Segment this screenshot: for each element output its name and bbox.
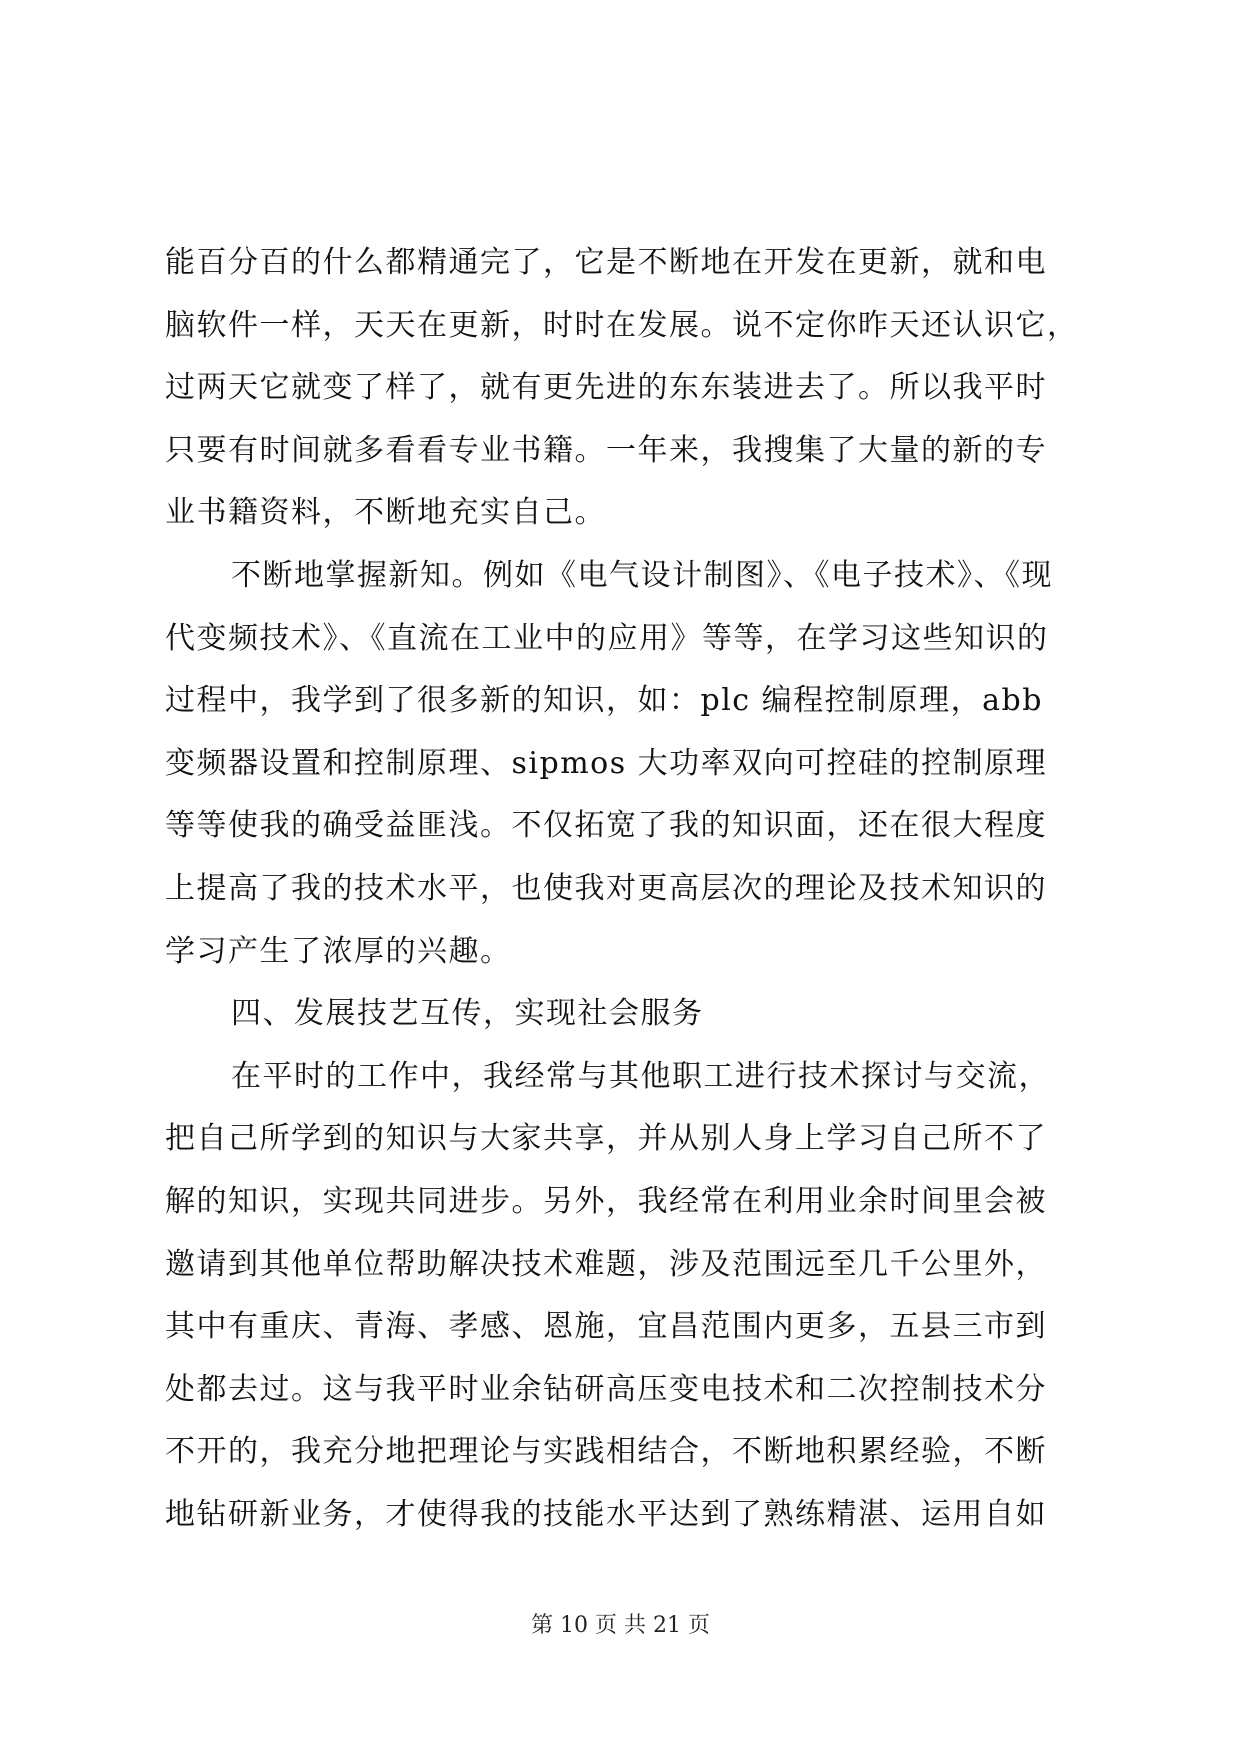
text-line: 学习产生了浓厚的兴趣。 [165, 933, 512, 969]
text-line: 能百分百的什么都精通完了，它是不断地在开发在更新，就和电 [165, 245, 1047, 280]
text-line: 过两天它就变了样了，就有更先进的东东装进去了。所以我平时 [165, 370, 1047, 406]
text-line: 邀请到其他单位帮助解决技术难题，涉及范围远至几千公里外， [165, 1246, 1047, 1282]
text-line: 过程中，我学到了很多新的知识，如：plc 编程控制原理，abb [165, 683, 1043, 719]
text-line: 不断地掌握新知。例如《电气设计制图》、《电子技术》、《现 [231, 557, 1053, 593]
text-line: 上提高了我的技术水平，也使我对更高层次的理论及技术知识的 [165, 870, 1047, 906]
page-footer: 第 10 页 共 21 页 [531, 1613, 710, 1638]
text-line: 处都去过。这与我平时业余钻研高压变电技术和二次控制技术分 [165, 1371, 1047, 1407]
body-text [165, 232, 1085, 1546]
text-line: 变频器设置和控制原理、sipmos 大功率双向可控硅的控制原理 [165, 745, 1048, 781]
text-line: 解的知识，实现共同进步。另外，我经常在利用业余时间里会被 [165, 1183, 1047, 1219]
text-line: 只要有时间就多看看专业书籍。一年来，我搜集了大量的新的专 [165, 432, 1047, 468]
text-line: 把自己所学到的知识与大家共享，并从别人身上学习自己所不了 [165, 1121, 1047, 1157]
text-line: 等等使我的确受益匪浅。不仅拓宽了我的知识面，还在很大程度 [165, 808, 1047, 844]
section-heading: 四、发展技艺互传，实现社会服务 [231, 996, 704, 1032]
text-line: 不开的，我充分地把理论与实践相结合，不断地积累经验，不断 [165, 1434, 1047, 1470]
text-line: 地钻研新业务，才使得我的技能水平达到了熟练精湛、运用自如 [165, 1496, 1047, 1532]
text-line: 业书籍资料，不断地充实自己。 [165, 495, 606, 531]
text-line: 脑软件一样，天天在更新，时时在发展。说不定你昨天还认识它， [165, 307, 1079, 343]
text-line: 在平时的工作中，我经常与其他职工进行技术探讨与交流， [231, 1058, 1050, 1094]
text-line: 代变频技术》、《直流在工业中的应用》等等，在学习这些知识的 [165, 620, 1049, 656]
text-line: 其中有重庆、青海、孝感、恩施，宜昌范围内更多，五县三市到 [165, 1309, 1047, 1345]
